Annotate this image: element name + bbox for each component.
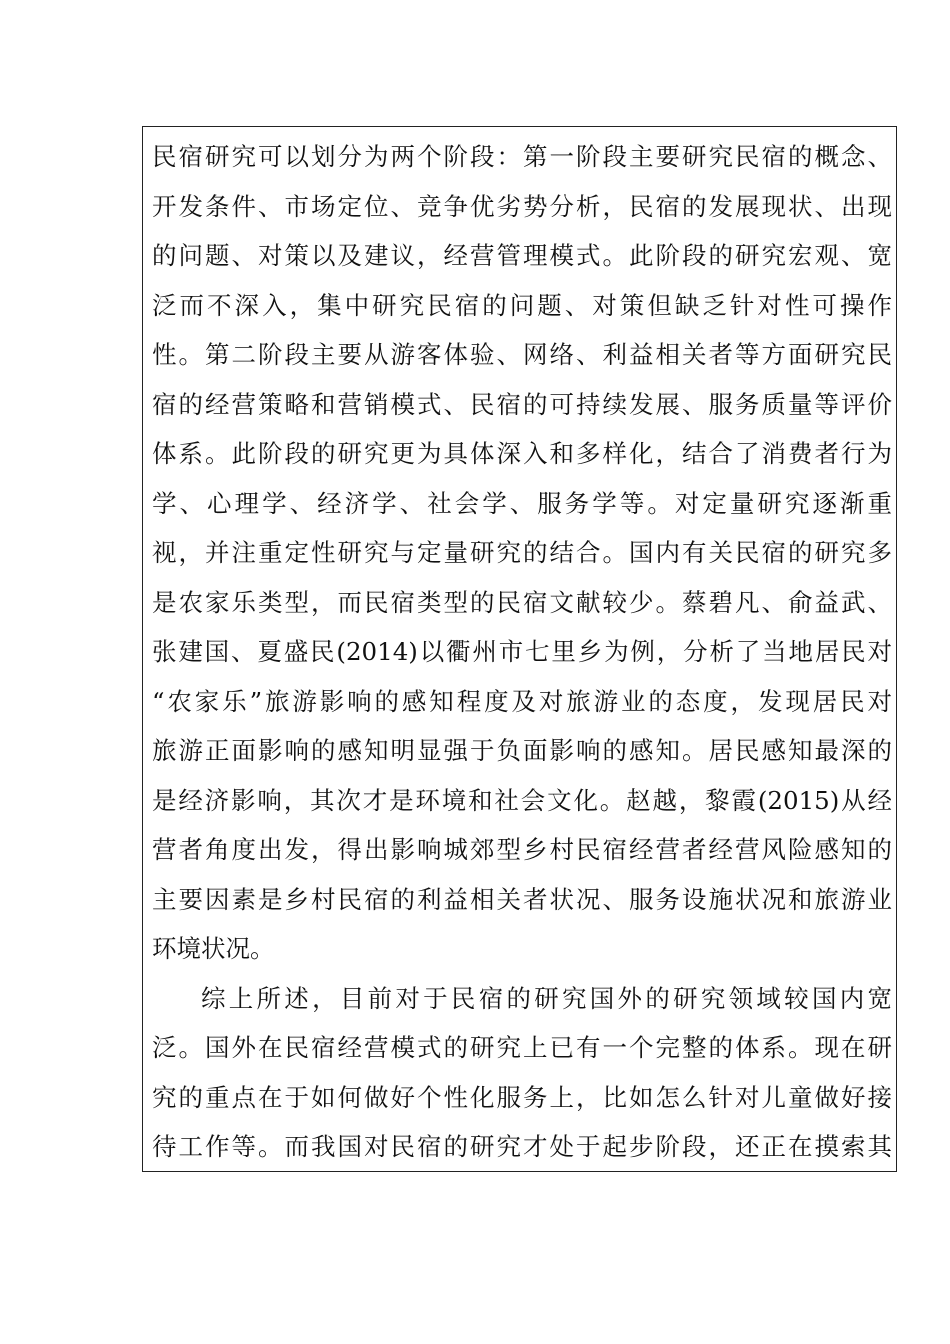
text-line: 民宿研究可以划分为两个阶段：第一阶段主要研究民宿的概念、 [152, 142, 892, 171]
text-line: 泛。国外在民宿经营模式的研究上已有一个完整的体系。现在研 [152, 1033, 892, 1062]
text-line: 的问题、对策以及建议，经营管理模式。此阶段的研究宏观、宽 [152, 241, 892, 270]
text-line: 是农家乐类型，而民宿类型的民宿文献较少。蔡碧凡、俞益武、 [152, 587, 892, 617]
text-line: 泛而不深入，集中研究民宿的问题、对策但缺乏针对性可操作 [152, 290, 892, 320]
body-text [152, 132, 892, 1172]
text-line: 性。第二阶段主要从游客体验、网络、利益相关者等方面研究民 [152, 340, 892, 369]
text-line: 营者角度出发，得出影响城郊型乡村民宿经营者经营风险感知的 [152, 835, 892, 864]
text-line: 待工作等。而我国对民宿的研究才处于起步阶段，还正在摸索其 [152, 1132, 892, 1161]
text-line: 究的重点在于如何做好个性化服务上，比如怎么针对儿童做好接 [152, 1082, 892, 1112]
text-line: 主要因素是乡村民宿的利益相关者状况、服务设施状况和旅游业 [152, 884, 892, 914]
text-line: 旅游正面影响的感知明显强于负面影响的感知。居民感知最深的 [152, 736, 892, 765]
text-line: 开发条件、市场定位、竞争优劣势分析，民宿的发展现状、出现 [152, 191, 892, 221]
text-line: 宿的经营策略和营销模式、民宿的可持续发展、服务质量等评价 [152, 389, 892, 419]
text-line: 是经济影响，其次才是环境和社会文化。赵越，黎霞(2015)从经 [152, 785, 892, 815]
text-line: 环境状况。 [152, 934, 275, 963]
text-line: “农家乐”旅游影响的感知程度及对旅游业的态度，发现居民对 [152, 686, 892, 716]
text-line: 体系。此阶段的研究更为具体深入和多样化，结合了消费者行为 [152, 439, 892, 468]
text-line: 学、心理学、经济学、社会学、服务学等。对定量研究逐渐重 [152, 488, 892, 518]
paragraph-start-line: 综上所述，目前对于民宿的研究国外的研究领域较国内宽 [201, 983, 892, 1013]
text-line: 张建国、夏盛民(2014)以衢州市七里乡为例，分析了当地居民对 [152, 637, 892, 666]
text-line: 视，并注重定性研究与定量研究的结合。国内有关民宿的研究多 [152, 538, 892, 567]
